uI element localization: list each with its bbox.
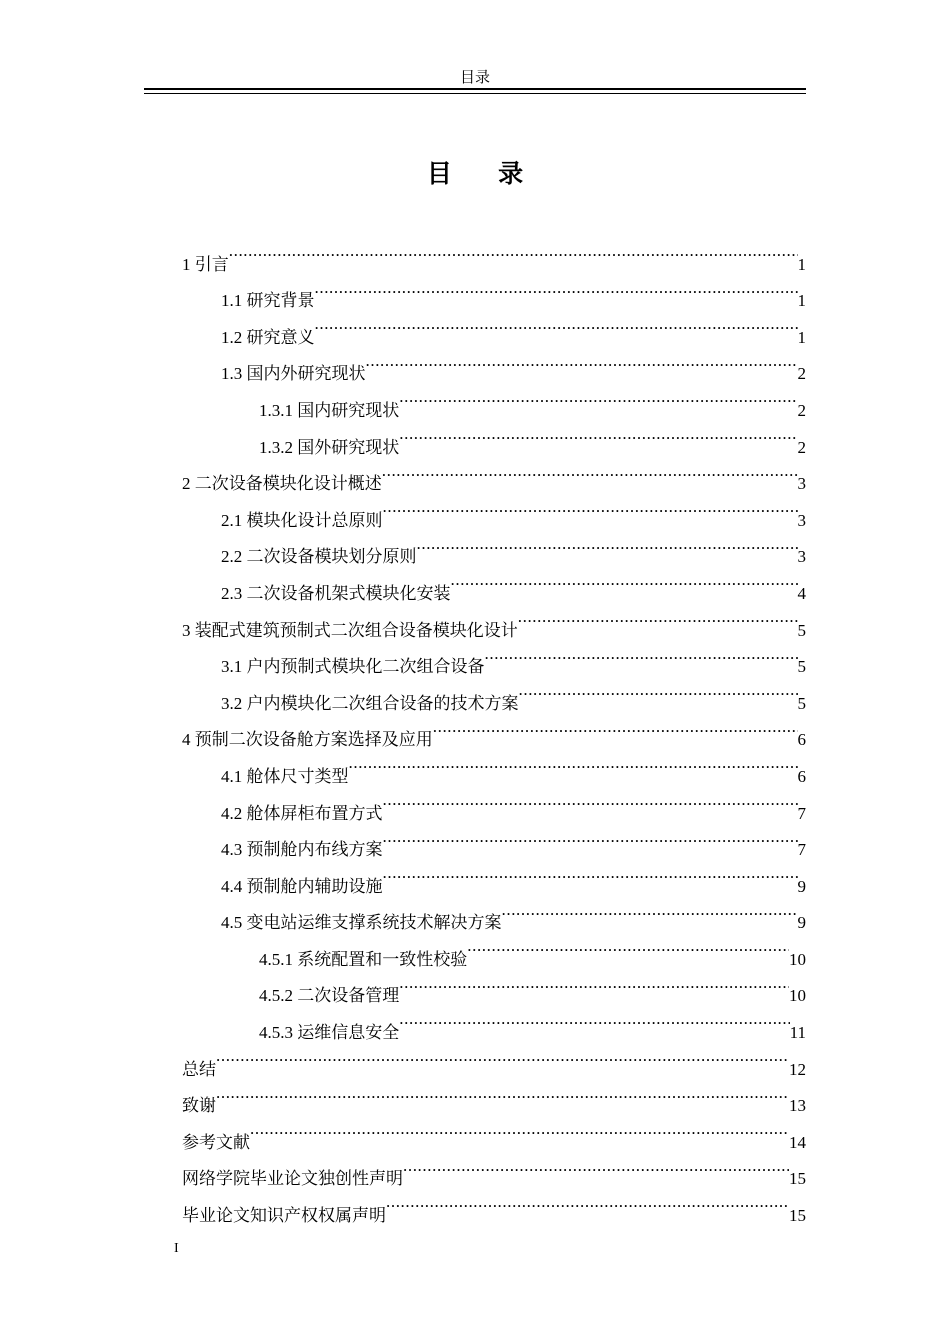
- toc-dot-leader: [519, 672, 798, 709]
- toc-entry-title: 1.3 国内外研究现状: [221, 364, 366, 384]
- toc-entry-title: 4.5 变电站运维支撑系统技术解决方案: [221, 913, 502, 933]
- toc-entry[interactable]: [182, 1038, 806, 1079]
- toc-entry-page: 9: [797, 876, 806, 896]
- toc-entry-title: 2.3 二次设备机架式模块化安装: [221, 583, 451, 603]
- toc-entry-page: 11: [789, 1023, 806, 1043]
- toc-dot-leader: [383, 855, 798, 892]
- toc-entry-title: 3 装配式建筑预制式二次组合设备模块化设计: [182, 620, 518, 640]
- toc-entry-page: 9: [797, 913, 806, 933]
- toc-dot-leader: [216, 1038, 789, 1075]
- toc-entry-page: 5: [797, 657, 806, 677]
- toc-entry-title: 4.1 舱体尺寸类型: [221, 766, 349, 786]
- toc-entry-title: 1 引言: [182, 254, 229, 274]
- toc-entry-title: 2.2 二次设备模块划分原则: [221, 547, 417, 567]
- toc-entry-page: 1: [797, 327, 806, 347]
- toc-entry-page: 2: [797, 437, 806, 457]
- toc-entry-page: 10: [789, 949, 806, 969]
- toc-entry-title: 3.2 户内模块化二次组合设备的技术方案: [221, 693, 519, 713]
- toc-entry-title: 2.1 模块化设计总原则: [221, 510, 383, 530]
- toc-entry-page: 13: [789, 1096, 806, 1116]
- toc-dot-leader: [383, 782, 798, 819]
- toc-dot-leader: [382, 453, 798, 490]
- toc-dot-leader: [399, 1001, 789, 1038]
- toc-entry-title: 4.2 舱体屏柜布置方式: [221, 803, 383, 823]
- toc-entry-page: 2: [797, 400, 806, 420]
- toc-entry[interactable]: [182, 1148, 806, 1189]
- toc-entry-title: 毕业论文知识产权权属声明: [182, 1206, 386, 1226]
- toc-entry-title: 2 二次设备模块化设计概述: [182, 474, 382, 494]
- toc-dot-leader: [518, 599, 798, 636]
- toc-entry-page: 3: [797, 474, 806, 494]
- toc-dot-leader: [229, 233, 798, 270]
- toc-entry[interactable]: [182, 1111, 806, 1152]
- toc-entry-title: 3.1 户内预制式模块化二次组合设备: [221, 657, 485, 677]
- toc-dot-leader: [399, 379, 797, 416]
- toc-entry-page: 10: [789, 986, 806, 1006]
- toc-dot-leader: [216, 1075, 789, 1112]
- toc-entry-page: 12: [789, 1059, 806, 1079]
- toc-entry[interactable]: [182, 1075, 806, 1116]
- header-rule: [144, 88, 806, 94]
- toc-entry-page: 5: [797, 693, 806, 713]
- toc-entry-page: 3: [797, 510, 806, 530]
- toc-entry[interactable]: [182, 270, 806, 311]
- toc-entry-title: 致谢: [182, 1096, 216, 1116]
- toc-entry-page: 1: [797, 254, 806, 274]
- toc-dot-leader: [399, 416, 797, 453]
- toc-dot-leader: [386, 1184, 789, 1221]
- toc-entry-title: 4.5.3 运维信息安全: [259, 1023, 400, 1043]
- table-of-contents: [182, 233, 806, 1226]
- toc-entry-title: 总结: [182, 1059, 216, 1079]
- toc-entry-page: 1: [797, 291, 806, 311]
- toc-entry-page: 6: [797, 766, 806, 786]
- toc-entry[interactable]: [182, 233, 806, 274]
- toc-entry-page: 6: [797, 730, 806, 750]
- toc-entry-page: 15: [789, 1206, 806, 1226]
- toc-dot-leader: [383, 819, 798, 856]
- running-header: 目录: [459, 70, 490, 86]
- toc-dot-leader: [451, 562, 798, 599]
- toc-entry-title: 网络学院毕业论文独创性声明: [182, 1169, 403, 1189]
- toc-entry-page: 4: [797, 583, 806, 603]
- toc-dot-leader: [349, 745, 798, 782]
- toc-entry-title: 4.4 预制舱内辅助设施: [221, 876, 383, 896]
- toc-entry-page: 15: [789, 1169, 806, 1189]
- toc-dot-leader: [467, 928, 789, 965]
- toc-entry-title: 4.3 预制舱内布线方案: [221, 840, 383, 860]
- page-title: 目 录: [426, 161, 544, 188]
- toc-entry-page: 3: [797, 547, 806, 567]
- toc-entry-title: 1.1 研究背景: [221, 291, 315, 311]
- toc-dot-leader: [502, 892, 798, 929]
- toc-entry-page: 5: [797, 620, 806, 640]
- toc-dot-leader: [315, 306, 798, 343]
- toc-entry-title: 4.5.1 系统配置和一致性校验: [259, 949, 468, 969]
- toc-entry-title: 4.5.2 二次设备管理: [259, 986, 400, 1006]
- toc-dot-leader: [399, 965, 789, 1002]
- toc-dot-leader: [366, 343, 798, 380]
- toc-dot-leader: [485, 636, 798, 673]
- toc-entry-title: 1.3.1 国内研究现状: [259, 400, 400, 420]
- page-number: I: [174, 1241, 179, 1256]
- toc-entry-title: 1.3.2 国外研究现状: [259, 437, 400, 457]
- toc-dot-leader: [403, 1148, 789, 1185]
- toc-dot-leader: [315, 270, 798, 307]
- toc-dot-leader: [383, 489, 798, 526]
- toc-dot-leader: [433, 709, 798, 746]
- toc-entry-title: 1.2 研究意义: [221, 327, 315, 347]
- toc-entry-title: 4 预制二次设备舱方案选择及应用: [182, 730, 433, 750]
- toc-entry-page: 7: [797, 803, 806, 823]
- toc-dot-leader: [417, 526, 798, 563]
- toc-entry-title: 参考文献: [182, 1132, 250, 1152]
- toc-entry-page: 7: [797, 840, 806, 860]
- toc-entry-page: 14: [789, 1132, 806, 1152]
- toc-entry-page: 2: [797, 364, 806, 384]
- toc-dot-leader: [250, 1111, 789, 1148]
